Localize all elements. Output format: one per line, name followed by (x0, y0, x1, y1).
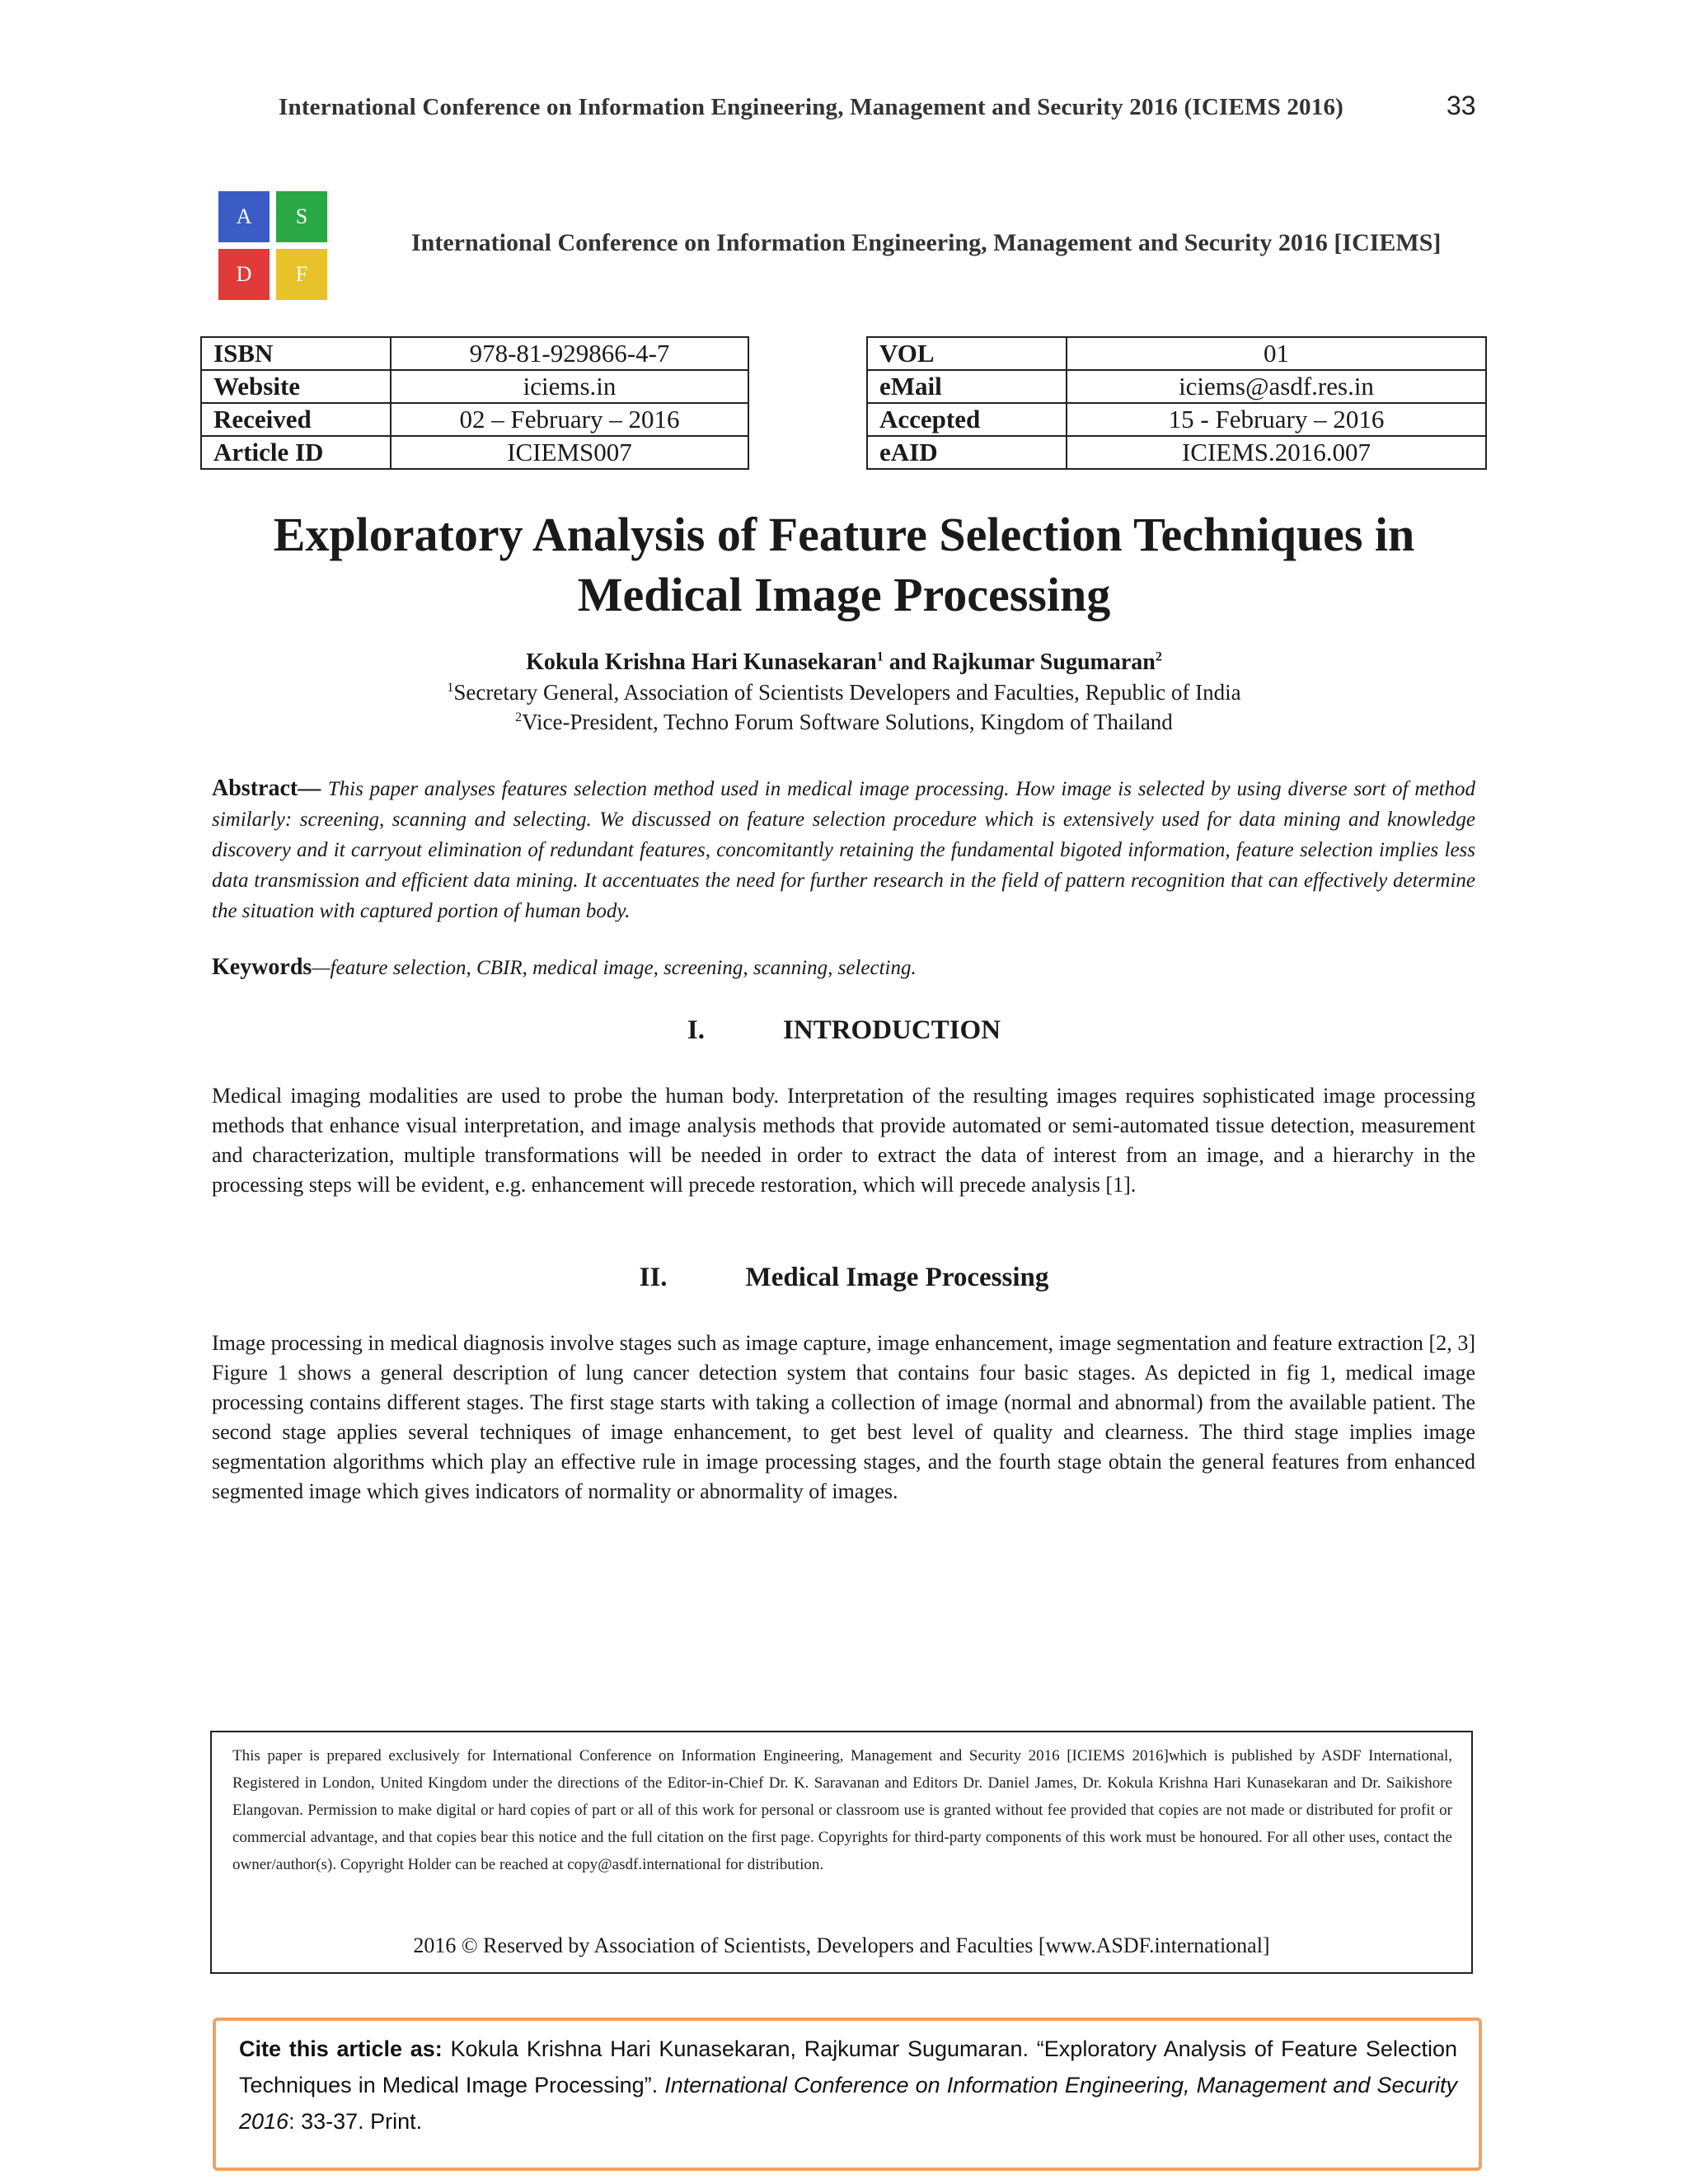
info-key: eMail (867, 370, 1067, 403)
conference-line: International Conference on Information Engineering, Management and Security 2016 [ICIEMS] (411, 229, 1442, 256)
info-value: iciems.in (391, 370, 748, 403)
section-body-introduction: Medical imaging modalities are used to probe the human body. Interpretation of the resulting images requires sophisticated image processing methods that enhance visual interpretation, and image analysis methods that provide automated or semi-automated tissue detection, measurement and characterization, multiple transformations will be needed in order to extract the data of interest from an image, and a hierarchy in the processing steps will be evident, e.g. enhancement will precede restoration, which will precede analysis [1]. (212, 1084, 1475, 1197)
section-heading-introduction (165, 1015, 1523, 1046)
info-key: Accepted (867, 403, 1067, 436)
abstract-text: This paper analyses features selection method used in medical image processing. How image is selected by using diverse sort of method similarly: screening, scanning and selecting. We discussed on feature selection procedure which is extensively used for data mining and knowledge discovery and it carryout elimination of redundant features, concomitantly retaining the fundamental bigoted information, feature selection implies less data transmission and efficient data mining. It accentuates the need for further research in the field of pattern recognition that can effectively determine the situation with captured portion of human body. (212, 778, 1475, 922)
info-table-left (200, 336, 749, 470)
info-key: Article ID (201, 436, 391, 469)
info-key: Website (201, 370, 391, 403)
info-value: ICIEMS007 (391, 436, 748, 469)
citation-box (213, 2018, 1482, 2171)
citation-label: Cite this article as: (239, 2036, 443, 2061)
logo-tile-d: D (218, 249, 270, 300)
table-row (867, 337, 1486, 370)
keywords-label: Keywords (212, 954, 312, 980)
keywords (212, 954, 1475, 981)
table-row (201, 337, 748, 370)
author-1-sup: 1 (876, 649, 884, 664)
affiliation-1 (165, 680, 1523, 705)
logo-tile-s: S (276, 191, 327, 242)
logo-tile-a: A (218, 191, 270, 242)
section-title: Medical Image Processing (745, 1263, 1049, 1292)
table-row (867, 436, 1486, 469)
section-number: II. (639, 1263, 668, 1292)
info-value: 15 - February – 2016 (1067, 403, 1486, 436)
affiliation-2-text: Vice-President, Techno Forum Software Solutions, Kingdom of Thailand (522, 710, 1173, 734)
table-row (201, 370, 748, 403)
info-key: Received (201, 403, 391, 436)
info-key: eAID (867, 436, 1067, 469)
author-separator: and (883, 649, 932, 675)
page-number: 33 (1447, 91, 1476, 120)
section-body-medical-image-processing: Image processing in medical diagnosis involve stages such as image capture, image enhancement, image segmentation and feature extraction [2, 3] Figure 1 shows a general description of lung cancer detection system that contains four basic stages. As depicted in fig 1, medical image processing contains different stages. The first stage starts with taking a collection of image (normal and abnormal) from the available patient. The second stage applies several techniques of image enhancement, to get best level of quality and clearness. The third stage implies image segmentation algorithms which play an effective rule in image processing stages, and the fourth stage obtain the general features from enhanced segmented image which gives indicators of normality or abnormality of images. (212, 1331, 1475, 1503)
abstract (212, 773, 1475, 926)
abstract-label: Abstract (212, 776, 298, 801)
logo-tile-f: F (276, 249, 327, 300)
copyright-notice: This paper is prepared exclusively for International Conference on Information Engineering, Management and Security 2016 [ICIEMS 2016]which is published by ASDF International, Registered in London, United Kingdom under the directions of the Editor-in-Chief Dr. K. Saravanan and Editors Dr. Daniel James, Dr. Kokula Krishna Hari Kunasekaran and Dr. Saikishore Elangovan. Permission to make digital or hard copies of part or all of this work for personal or classroom use is granted without fee provided that copies are not made or distributed for profit or commercial advantage, and that copies bear this notice and the full citation on the first page. Copyrights for third-party components of this work must be honoured. For all other uses, contact the owner/author(s). Copyright Holder can be reached at copy@asdf.international for distribution. (232, 1747, 1452, 1873)
info-value: 978-81-929866-4-7 (391, 337, 748, 370)
table-row (867, 403, 1486, 436)
citation-text: Kokula Krishna Hari Kunasekaran, Rajkumar Sugumaran. “Exploratory Analysis of Feature Selection Techniques in Medical Image Processing”. (239, 2036, 1457, 2097)
affiliation-1-sup: 1 (447, 681, 454, 695)
citation-pages: : 33-37. Print. (288, 2109, 423, 2134)
info-value: ICIEMS.2016.007 (1067, 436, 1486, 469)
running-header: International Conference on Information Engineering, Management and Security 2016 (ICIEMS 2016) (279, 94, 1344, 120)
author-2-sup: 2 (1155, 649, 1162, 664)
info-table-right (866, 336, 1487, 470)
abstract-dash: — (298, 776, 328, 801)
info-value: 01 (1067, 337, 1486, 370)
info-key: ISBN (201, 337, 391, 370)
citation (239, 2031, 1457, 2139)
section-title: INTRODUCTION (783, 1015, 1001, 1045)
copyright-line: 2016 © Reserved by Association of Scientists, Developers and Faculties [www.ASDF.international] (413, 1933, 1270, 1957)
section-heading-medical-image-processing (165, 1263, 1523, 1293)
info-value: iciems@asdf.res.in (1067, 370, 1486, 403)
citation-venue: International Conference on Information Engineering, Management and Security 2016 (239, 2073, 1457, 2134)
keywords-text: —feature selection, CBIR, medical image, screening, scanning, selecting. (312, 957, 917, 979)
section-number: I. (687, 1015, 706, 1045)
author-1: Kokula Krishna Hari Kunasekaran (526, 649, 877, 675)
table-row (201, 436, 748, 469)
paper-title-line-1: Exploratory Analysis of Feature Selection Techniques in (273, 508, 1415, 561)
table-row (867, 370, 1486, 403)
table-row (201, 403, 748, 436)
paper-title-line-2: Medical Image Processing (577, 568, 1111, 621)
affiliation-2 (165, 710, 1523, 735)
copyright-notice-box (210, 1731, 1473, 1974)
author-2: Rajkumar Sugumaran (931, 649, 1156, 675)
affiliation-1-text: Secretary General, Association of Scientists Developers and Faculties, Republic of India (453, 680, 1241, 705)
paper-title (165, 504, 1523, 625)
authors (165, 649, 1523, 676)
asdf-logo (218, 191, 329, 302)
info-key: VOL (867, 337, 1067, 370)
info-value: 02 – February – 2016 (391, 403, 748, 436)
affiliation-2-sup: 2 (515, 710, 523, 724)
